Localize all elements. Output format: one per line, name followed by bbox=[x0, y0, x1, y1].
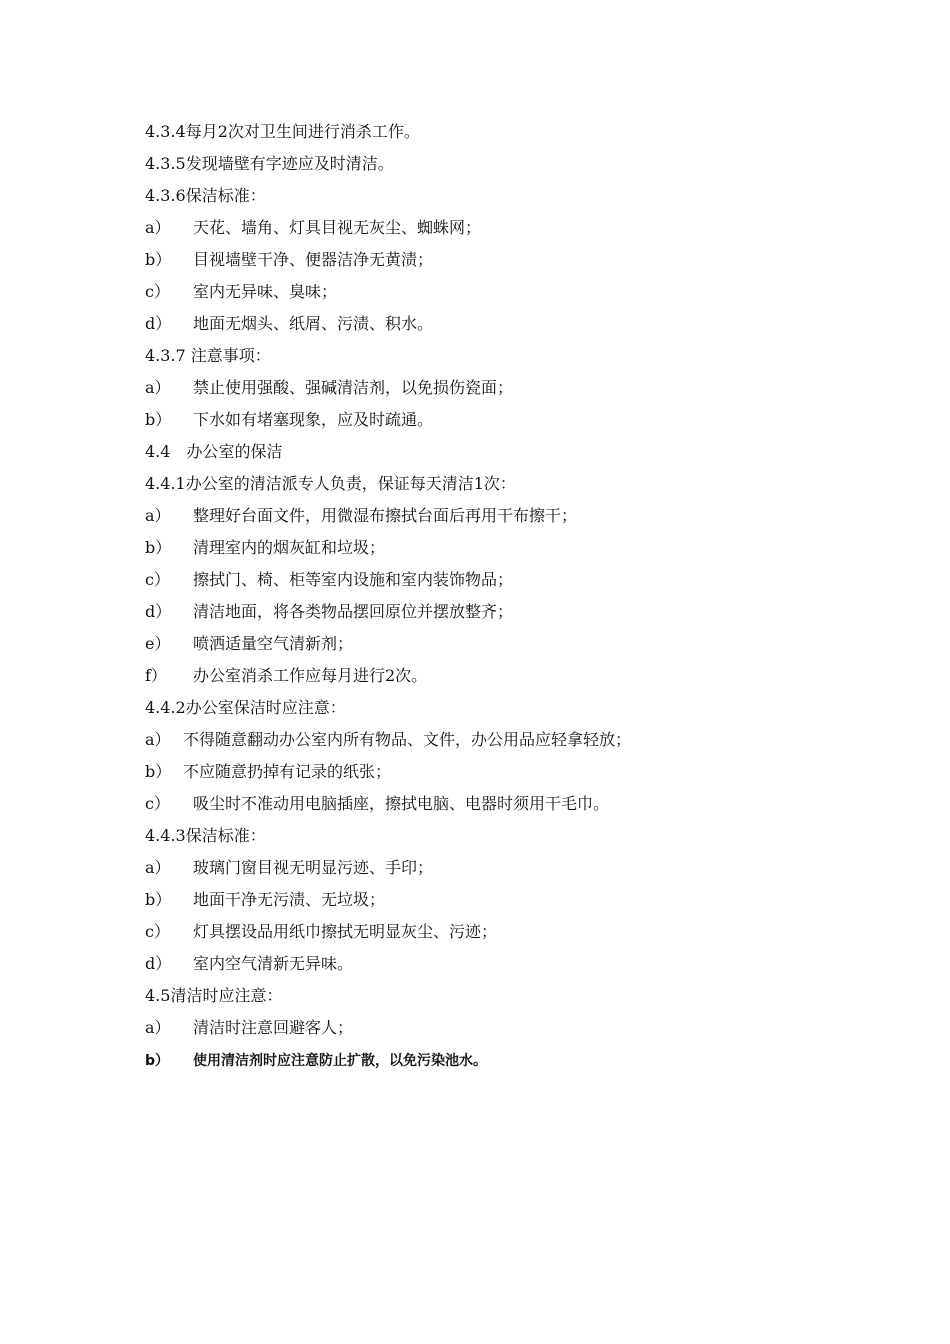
list-item bbox=[145, 916, 845, 948]
list-item bbox=[145, 724, 845, 756]
list-marker: d） bbox=[145, 954, 172, 973]
list-item-text: 整理好台面文件，用微湿布擦拭台面后再用干布擦干； bbox=[193, 506, 578, 525]
list-item-text: 办公室消杀工作应每月进行2次。 bbox=[193, 666, 428, 685]
list-item bbox=[145, 596, 845, 628]
list-item bbox=[145, 756, 845, 788]
heading-text: 4.4 办公室的保洁 bbox=[145, 442, 283, 461]
list-item bbox=[145, 244, 845, 276]
list-marker: c） bbox=[145, 794, 170, 813]
heading-text: 4.4.3保洁标准： bbox=[145, 826, 266, 845]
list-item-text: 天花、墙角、灯具目视无灰尘、蜘蛛网； bbox=[193, 218, 482, 237]
list-item-text: 喷洒适量空气清新剂； bbox=[193, 634, 354, 653]
list-marker: a） bbox=[145, 218, 171, 237]
list-item bbox=[145, 1012, 845, 1044]
list-marker: a） bbox=[145, 378, 171, 397]
list-item-text: 地面无烟头、纸屑、污渍、积水。 bbox=[193, 314, 434, 333]
section-heading bbox=[145, 436, 845, 468]
list-item bbox=[145, 564, 845, 596]
list-item bbox=[145, 660, 845, 692]
list-marker: b） bbox=[145, 762, 172, 781]
list-item bbox=[145, 948, 845, 980]
list-marker: b） bbox=[145, 1053, 170, 1069]
list-item bbox=[145, 884, 845, 916]
list-marker: e） bbox=[145, 634, 171, 653]
list-item-text: 清理室内的烟灰缸和垃圾； bbox=[193, 538, 386, 557]
list-item bbox=[145, 852, 845, 884]
section-heading bbox=[145, 980, 845, 1012]
heading-text: 4.5清洁时应注意： bbox=[145, 986, 283, 1005]
list-item-text: 清洁时注意回避客人； bbox=[193, 1018, 354, 1037]
list-marker: a） bbox=[145, 858, 171, 877]
list-marker: c） bbox=[145, 282, 170, 301]
heading-text: 4.3.4每月2次对卫生间进行消杀工作。 bbox=[145, 122, 420, 141]
section-heading bbox=[145, 180, 845, 212]
list-item bbox=[145, 308, 845, 340]
list-item bbox=[145, 276, 845, 308]
list-marker: b） bbox=[145, 410, 172, 429]
list-item-text: 室内无异味、臭味； bbox=[193, 282, 338, 301]
list-item bbox=[145, 532, 845, 564]
list-item bbox=[145, 372, 845, 404]
heading-text: 4.4.2办公室保洁时应注意： bbox=[145, 698, 346, 717]
heading-text: 4.3.7 注意事项： bbox=[145, 346, 271, 365]
section-heading bbox=[145, 116, 845, 148]
section-heading bbox=[145, 340, 845, 372]
list-item-text: 清洁地面，将各类物品摆回原位并摆放整齐； bbox=[193, 602, 514, 621]
list-item-text: 使用清洁剂时应注意防止扩散，以免污染池水。 bbox=[193, 1053, 487, 1069]
list-marker: a） bbox=[145, 506, 171, 525]
list-item bbox=[145, 1044, 845, 1076]
list-marker: d） bbox=[145, 602, 172, 621]
list-marker: a） bbox=[145, 730, 171, 749]
heading-text: 4.4.1办公室的清洁派专人负责，保证每天清洁1次： bbox=[145, 474, 516, 493]
list-item-text: 吸尘时不准动用电脑插座，擦拭电脑、电器时须用干毛巾。 bbox=[193, 794, 610, 813]
list-item bbox=[145, 500, 845, 532]
section-heading bbox=[145, 692, 845, 724]
list-item bbox=[145, 628, 845, 660]
list-item-text: 禁止使用强酸、强碱清洁剂，以免损伤瓷面； bbox=[193, 378, 514, 397]
list-item-text: 室内空气清新无异味。 bbox=[193, 954, 354, 973]
list-item-text: 不得随意翻动办公室内所有物品、文件，办公用品应轻拿轻放； bbox=[183, 730, 632, 749]
list-marker: c） bbox=[145, 570, 170, 589]
heading-text: 4.3.6保洁标准： bbox=[145, 186, 266, 205]
list-marker: b） bbox=[145, 250, 172, 269]
list-item-text: 不应随意扔掉有记录的纸张； bbox=[183, 762, 392, 781]
list-item bbox=[145, 212, 845, 244]
section-heading bbox=[145, 148, 845, 180]
list-item-text: 目视墙壁干净、便器洁净无黄渍； bbox=[193, 250, 434, 269]
section-heading bbox=[145, 468, 845, 500]
section-heading bbox=[145, 820, 845, 852]
document-body bbox=[145, 116, 845, 1076]
list-marker: c） bbox=[145, 922, 170, 941]
heading-text: 4.3.5发现墙壁有字迹应及时清洁。 bbox=[145, 154, 394, 173]
list-item-text: 地面干净无污渍、无垃圾； bbox=[193, 890, 386, 909]
list-item-text: 玻璃门窗目视无明显污迹、手印； bbox=[193, 858, 434, 877]
list-item bbox=[145, 788, 845, 820]
list-marker: a） bbox=[145, 1018, 171, 1037]
list-marker: f） bbox=[145, 666, 167, 685]
list-item bbox=[145, 404, 845, 436]
list-item-text: 擦拭门、椅、柜等室内设施和室内装饰物品； bbox=[193, 570, 514, 589]
list-marker: d） bbox=[145, 314, 172, 333]
list-marker: b） bbox=[145, 538, 172, 557]
list-item-text: 灯具摆设品用纸巾擦拭无明显灰尘、污迹； bbox=[193, 922, 498, 941]
list-marker: b） bbox=[145, 890, 172, 909]
list-item-text: 下水如有堵塞现象，应及时疏通。 bbox=[193, 410, 434, 429]
